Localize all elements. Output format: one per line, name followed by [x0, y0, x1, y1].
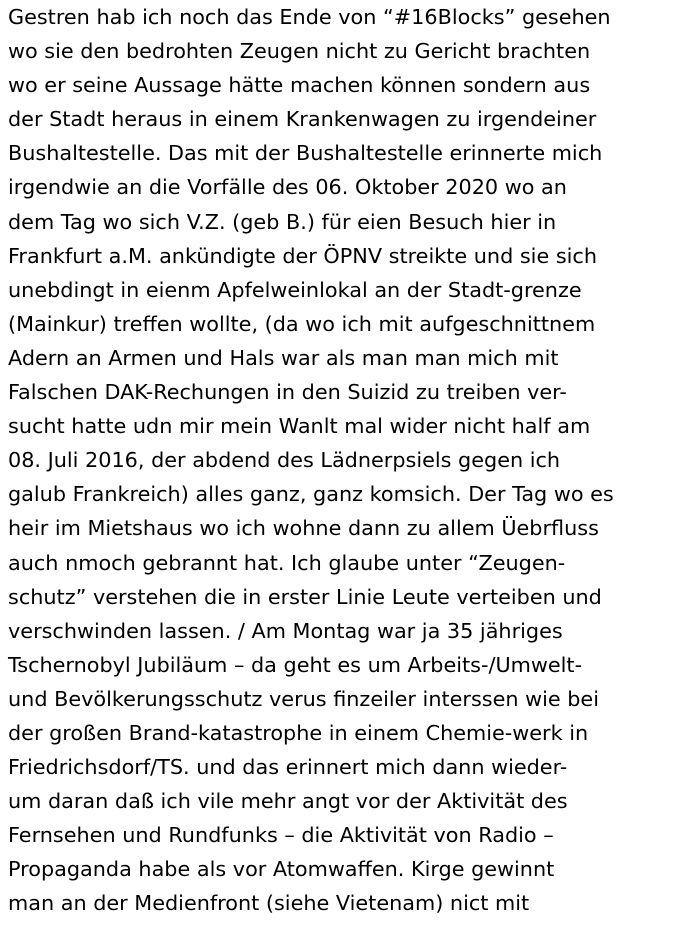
text-line: der Stadt heraus in einem Krankenwagen zu irgendeiner	[8, 107, 597, 132]
text-line: heir im Mietshaus wo ich wohne dann zu allem Üebrfluss	[8, 516, 599, 541]
text-line: Gestren hab ich noch das Ende von “#16Blocks” gesehen	[8, 5, 611, 29]
text-line: irgendwie an die Vorfälle des 06. Oktober 2020 wo an	[8, 175, 567, 200]
text-line: Fernsehen und Rundfunks – die Aktivität von Radio –	[8, 823, 554, 848]
text-line: Frankfurt a.M. ankündigte der ÖPNV streikte und sie sich	[8, 243, 597, 268]
text-line: (Mainkur) treffen wollte, (da wo ich mit aufgeschnittnem	[8, 311, 596, 336]
text-line: wo er seine Aussage hätte machen können sondern aus	[8, 73, 591, 98]
body-text	[8, 0, 684, 921]
text-line: galub Frankreich) alles ganz, ganz komsich. Der Tag wo es	[8, 482, 614, 507]
text-line: Propaganda habe als vor Atomwaffen. Kirge gewinnt	[8, 857, 555, 882]
text-line: Tschernobyl Jubiläum – da geht es um Arbeits-/Umwelt-	[8, 652, 583, 677]
text-line: der großen Brand-katastrophe in einem Chemie-werk in	[8, 720, 589, 745]
text-line: wo sie den bedrohten Zeugen nicht zu Gericht brachten	[8, 39, 591, 64]
text-line: verschwinden lassen. / Am Montag war ja 35 jähriges	[8, 618, 563, 643]
text-line: schutz” verstehen die in erster Linie Leute verteiben und	[8, 584, 602, 609]
text-line: Bushaltestelle. Das mit der Bushaltestelle erinnerte mich	[8, 141, 603, 166]
text-line: 08. Juli 2016, der abdend des Lädnerpsiels gegen ich	[8, 448, 561, 473]
text-line: auch nmoch gebrannt hat. Ich glaube unter “Zeugen-	[8, 550, 566, 575]
text-line: dem Tag wo sich V.Z. (geb B.) für eien Besuch hier in	[8, 209, 557, 234]
text-line: Friedrichsdorf/TS. und das erinnert mich dann wieder-	[8, 755, 568, 780]
text-line: Adern an Armen und Hals war als man man mich mit	[8, 345, 559, 370]
text-line: man an der Medienfront (siehe Vietenam) nict mit	[8, 891, 530, 916]
text-line: um daran daß ich vile mehr angt vor der Aktivität des	[8, 789, 568, 814]
text-line: und Bevölkerungsschutz verus finzeiler interssen wie bei	[8, 686, 599, 711]
text-line: Falschen DAK-Rechungen in den Suizid zu treiben ver-	[8, 380, 567, 405]
text-line: unebdingt in eienm Apfelweinlokal an der Stadt-grenze	[8, 277, 582, 302]
text-line: sucht hatte udn mir mein Wanlt mal wider nicht half am	[8, 414, 591, 439]
